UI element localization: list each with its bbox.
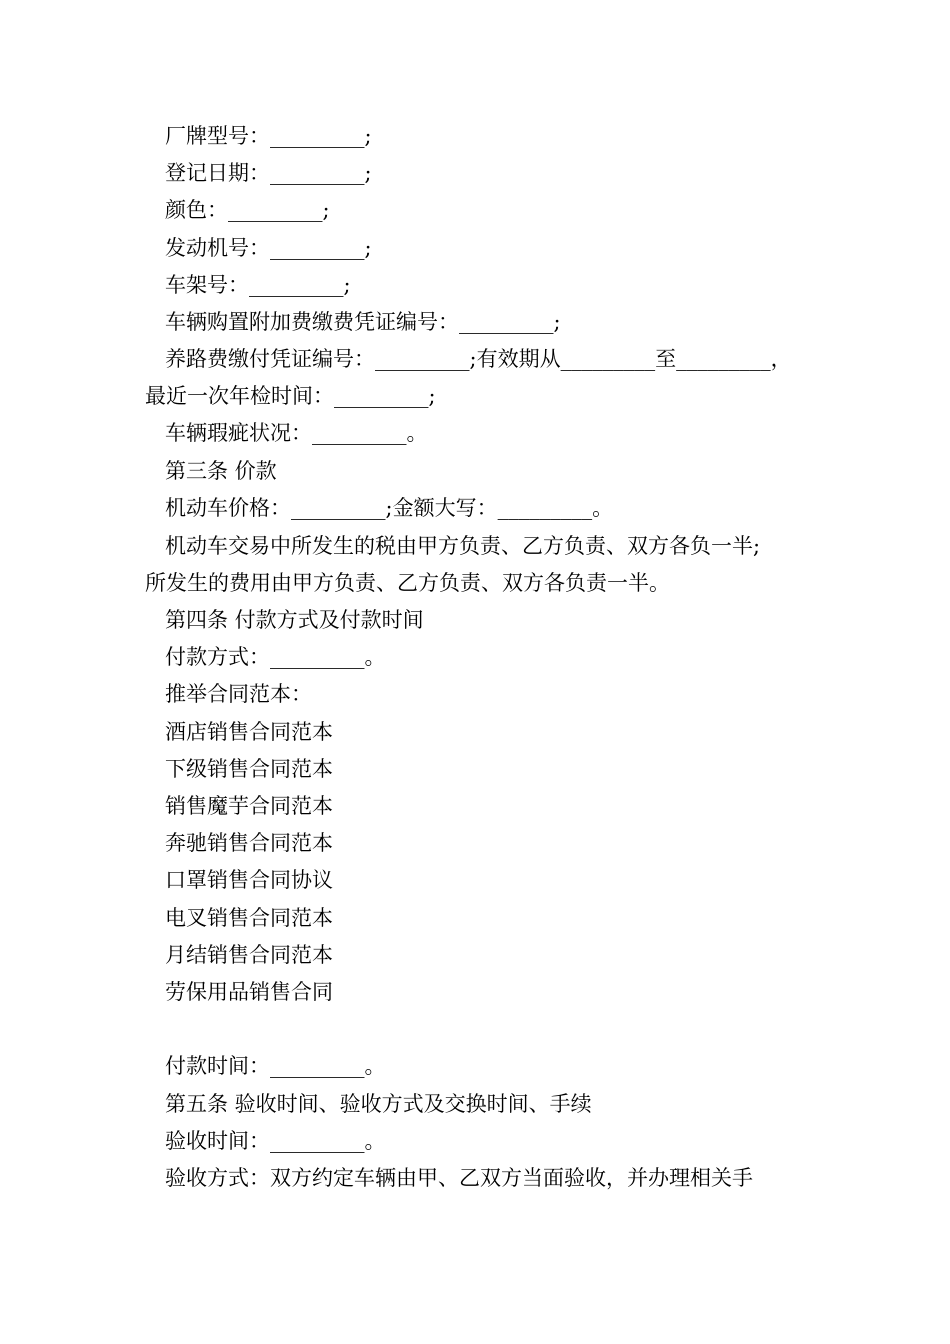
- field-payment-time: 付款时间：_________。: [165, 1054, 386, 1078]
- field-brand-model: 厂牌型号：_________;: [165, 124, 372, 148]
- field-last-inspection: 最近一次年检时间：_________;: [145, 384, 436, 408]
- field-color: 颜色：_________;: [165, 198, 330, 222]
- field-road-fee-certificate: 养路费缴付凭证编号：_________;有效期从_________至_________，: [165, 347, 792, 371]
- field-payment-method: 付款方式：_________。: [165, 645, 386, 669]
- template-link: 奔驰销售合同范本: [165, 831, 333, 855]
- template-link: 酒店销售合同范本: [165, 720, 333, 744]
- field-purchase-fee-certificate: 车辆购置附加费缴费凭证编号：_________;: [165, 310, 561, 334]
- field-vehicle-defects: 车辆瑕疵状况：_________。: [165, 421, 428, 445]
- section-heading-acceptance: 第五条 验收时间、验收方式及交换时间、手续: [165, 1092, 592, 1116]
- template-link: 月结销售合同范本: [165, 943, 333, 967]
- field-engine-number: 发动机号：_________;: [165, 236, 372, 260]
- template-link: 口罩销售合同协议: [165, 868, 333, 892]
- section-heading-payment: 第四条 付款方式及付款时间: [165, 608, 424, 632]
- template-link: 电叉销售合同范本: [165, 906, 333, 930]
- recommended-templates-heading: 推举合同范本：: [165, 682, 312, 706]
- field-acceptance-time: 验收时间：_________。: [165, 1129, 386, 1153]
- template-link: 劳保用品销售合同: [165, 980, 333, 1004]
- template-link: 下级销售合同范本: [165, 757, 333, 781]
- section-heading-price: 第三条 价款: [165, 459, 277, 483]
- template-link: 销售魔芋合同范本: [165, 794, 333, 818]
- field-registration-date: 登记日期：_________;: [165, 161, 372, 185]
- field-frame-number: 车架号：_________;: [165, 273, 351, 297]
- field-acceptance-method: 验收方式：双方约定车辆由甲、乙双方当面验收，并办理相关手: [165, 1166, 753, 1190]
- field-vehicle-price: 机动车价格：_________;金额大写：_________。: [165, 496, 614, 520]
- paragraph-fees: 所发生的费用由甲方负责、乙方负责、双方各负责一半。: [145, 571, 670, 595]
- paragraph-tax: 机动车交易中所发生的税由甲方负责、乙方负责、双方各负一半;: [165, 534, 761, 558]
